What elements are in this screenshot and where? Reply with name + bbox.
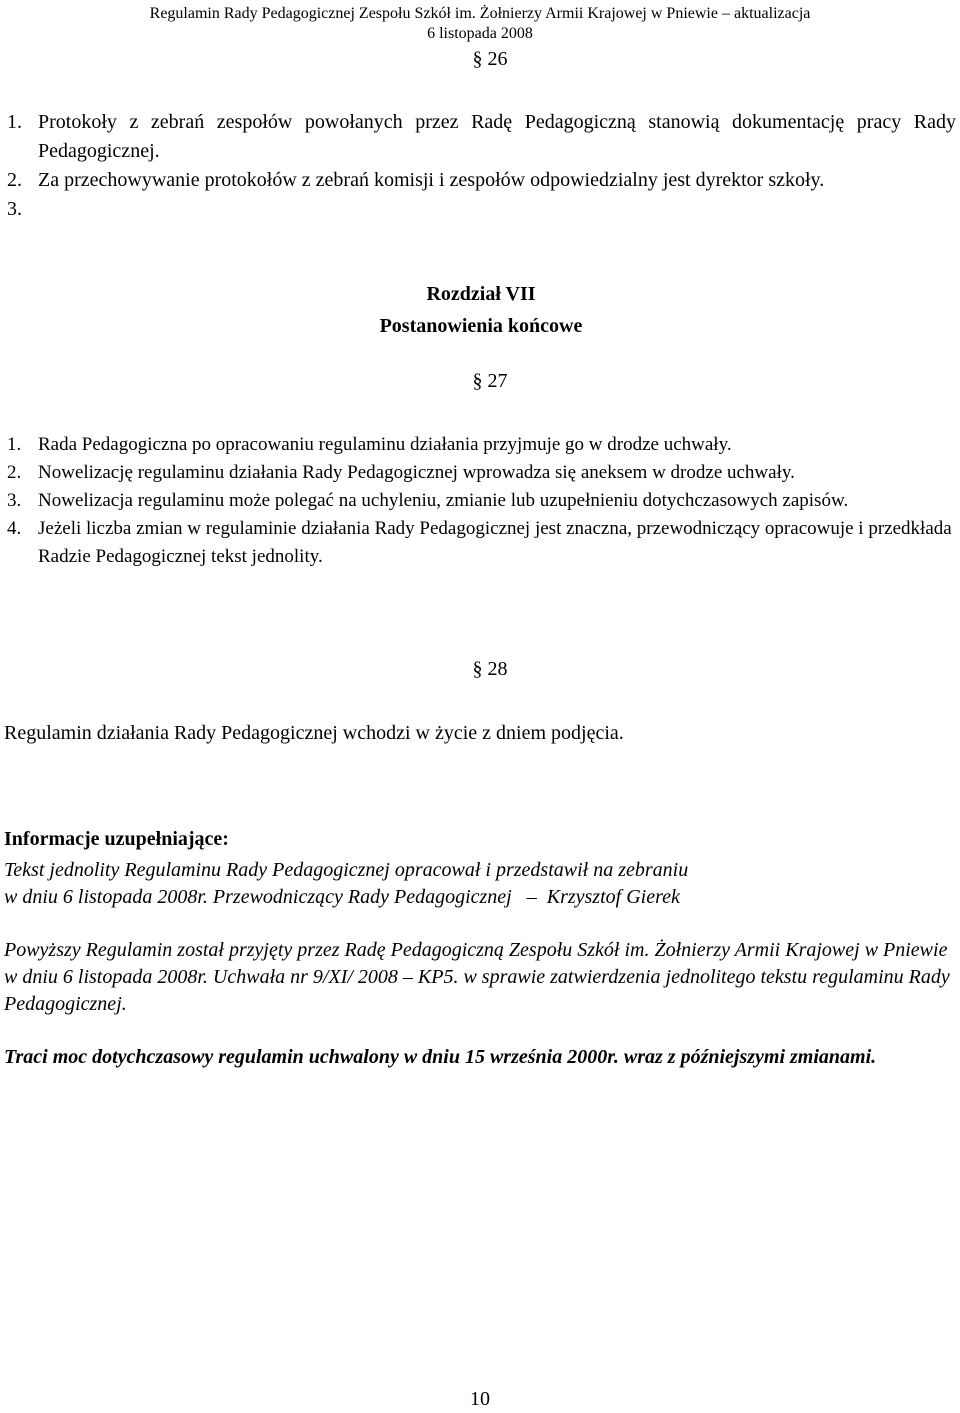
section-28-text: Regulamin działania Rady Pedagogicznej wchodzi w życie z dniem podjęcia. <box>4 722 624 744</box>
info-line-2: w dniu 6 listopada 2008r. Przewodniczący Rady Pedagogicznej – Krzysztof Gierek <box>4 886 680 908</box>
list-item-number: 4. <box>7 518 22 539</box>
list-item-text: Za przechowywanie protokołów z zebrań komisji i zespołów odpowiedzialny jest dyrektor szkoły. <box>38 169 825 191</box>
list-item <box>4 487 956 515</box>
header-date: 6 listopada 2008 <box>427 25 533 42</box>
list-item-number: 2. <box>7 169 22 191</box>
page-number: 10 <box>470 1388 490 1410</box>
list-item <box>4 515 956 571</box>
page-header <box>0 4 960 44</box>
list-item-text: Nowelizacja regulaminu może polegać na uchyleniu, zmianie lub uzupełnieniu dotychczasowych zapisów. <box>38 490 849 511</box>
list-item-text: Nowelizację regulaminu działania Rady Pedagogicznej wprowadza się aneksem w drodze uchwały. <box>38 462 795 483</box>
section-27-heading: § 27 <box>472 370 508 392</box>
adoption-note: Powyższy Regulamin został przyjęty przez Radę Pedagogiczną Zespołu Szkół im. Żołnierzy Armii Krajowej w Pniewie w dniu 6 listopada 2008r. Uchwała nr 9/XI/ 2008 – KP5. w sprawie zatwierdzenia jednolitego tekstu regulaminu Rady Pedagogicznej. <box>4 939 950 1015</box>
list-item <box>4 166 956 195</box>
list-item-text: Rada Pedagogiczna po opracowaniu regulaminu działania przyjmuje go w drodze uchwały. <box>38 434 732 455</box>
info-text <box>4 857 954 911</box>
chapter-heading <box>0 278 960 342</box>
list-item-number: 3. <box>7 490 22 511</box>
section-26-list <box>4 108 956 224</box>
list-item-number: 1. <box>7 111 22 133</box>
list-item-number: 2. <box>7 462 22 483</box>
chapter-subtitle: Postanowienia końcowe <box>379 315 583 337</box>
list-item <box>4 108 956 166</box>
info-line-1: Tekst jednolity Regulaminu Rady Pedagogicznej opracował i przedstawił na zebraniu <box>4 859 689 881</box>
list-item-text: Jeżeli liczba zmian w regulaminie działania Rady Pedagogicznej jest znaczna, przewodniczący opracowuje i przedkłada Radzie Pedagogicznej tekst jednolity. <box>38 518 952 567</box>
chapter-title: Rozdział VII <box>426 283 536 305</box>
list-item <box>4 195 956 224</box>
section-28-heading: § 28 <box>472 658 508 680</box>
list-item-text <box>38 195 956 224</box>
info-title: Informacje uzupełniające: <box>4 828 229 850</box>
list-item <box>4 431 956 459</box>
header-title: Regulamin Rady Pedagogicznej Zespołu Szkół im. Żołnierzy Armii Krajowej w Pniewie – aktualizacja <box>149 5 811 22</box>
section-26-heading: § 26 <box>472 48 508 70</box>
repeal-note: Traci moc dotychczasowy regulamin uchwalony w dniu 15 września 2000r. wraz z późniejszymi zmianami. <box>4 1046 877 1068</box>
list-item-number: 1. <box>7 434 22 455</box>
list-item-text: Protokoły z zebrań zespołów powołanych przez Radę Pedagogiczną stanowią dokumentację pracy Rady Pedagogicznej. <box>38 111 956 162</box>
list-item-number: 3. <box>7 198 22 220</box>
list-item <box>4 459 956 487</box>
section-27-list <box>4 431 956 571</box>
